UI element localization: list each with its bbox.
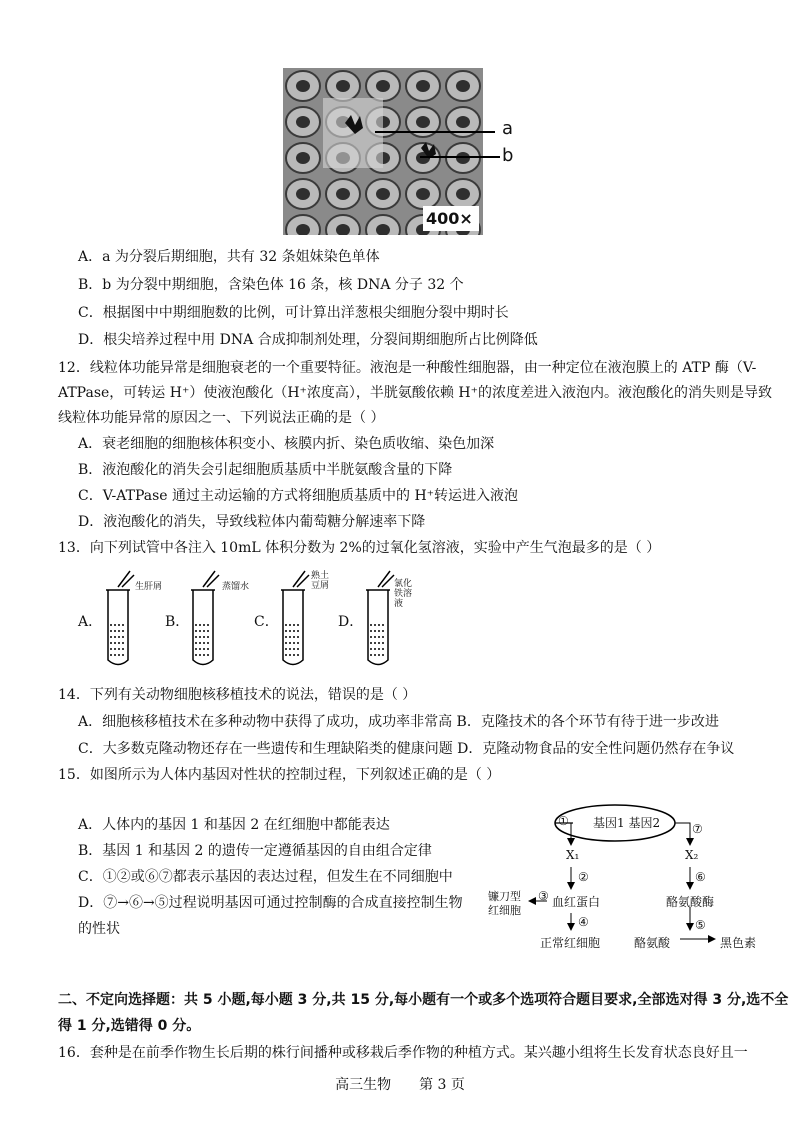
tube-d-label: 氯化铁溶液 <box>394 579 413 609</box>
q12-option-d: D．液泡酸化的消失，导致线粒体内葡萄糖分解速率下降 <box>78 514 426 530</box>
tube-b-label: 蒸馏水 <box>222 582 250 592</box>
q15-stem: 15．如图所示为人体内基因对性状的控制过程，下列叙述正确的是（ ） <box>58 767 501 783</box>
tube-a-letter: A． <box>78 614 103 630</box>
diagram-melanin: 黑色素 <box>720 936 757 950</box>
tube-a-label: 生肝屑 <box>135 582 163 592</box>
q11-option-b: B．b 为分裂中期细胞，含染色体 16 条，核 DNA 分子 32 个 <box>78 277 464 293</box>
q14-stem: 14．下列有关动物细胞核移植技术的说法，错误的是（ ） <box>58 687 417 703</box>
diagram-n2: ② <box>578 870 589 884</box>
label-line-b <box>420 156 500 158</box>
tube-c-label: 熟土豆屑 <box>311 571 330 591</box>
q12-option-c: C．V-ATPase 通过主动运输的方式将细胞质基质中的 H⁺转运进入液泡 <box>78 488 519 504</box>
tube-d-letter: D． <box>338 614 364 630</box>
diagram-tyrosine: 酪氨酸 <box>634 936 671 950</box>
label-b: b <box>502 145 514 166</box>
q15-option-a: A．人体内的基因 1 和基因 2 在红细胞中都能表达 <box>78 817 390 833</box>
tube-a <box>106 571 134 665</box>
page-footer: 高三生物 第 3 页 <box>335 1077 465 1093</box>
q12-stem-line-3: 线粒体功能异常的原因之一、下列说法正确的是（ ） <box>58 410 385 426</box>
tube-d <box>366 571 394 665</box>
q11-option-a: A．a 为分裂后期细胞，共有 32 条姐妹染色单体 <box>78 249 380 265</box>
diagram-n6: ⑥ <box>695 870 706 884</box>
diagram-normal-rbc: 正常红细胞 <box>540 936 601 950</box>
q15-option-b: B．基因 1 和基因 2 的遗传一定遵循基因的自由组合定律 <box>78 843 432 859</box>
q12-stem-line-2: ATPase，可转运 H⁺）使液泡酸化（H⁺浓度高），半胱氨酸依赖 H⁺的浓度差进入液泡内。液泡酸化的消失则是导致 <box>58 385 772 401</box>
q11-option-c: C．根据图中中期细胞数的比例，可计算出洋葱根尖细胞分裂中期时长 <box>78 305 509 321</box>
diagram-tyrosinase: 酪氨酸酶 <box>666 895 715 909</box>
q14-options-line-1: A．细胞核移植技术在多种动物中获得了成功，成功率非常高 B．克隆技术的各个环节有待于进一步改进 <box>78 714 719 730</box>
q15-option-d-cont: 的性状 <box>78 921 120 937</box>
q14-options-line-2: C．大多数克隆动物还存在一些遗传和生理缺陷类的健康问题 D．克隆动物食品的安全性问题仍然存在争议 <box>78 741 735 757</box>
section2-heading-line-2: 得 1 分,选错得 0 分。 <box>58 1018 201 1034</box>
q11-option-d: D．根尖培养过程中用 DNA 合成抑制剂处理，分裂间期细胞所占比例降低 <box>78 332 538 348</box>
tube-c <box>281 571 309 665</box>
diagram-x1: X₁ <box>566 848 580 862</box>
diagram-n7: ⑦ <box>692 822 703 836</box>
tube-b <box>191 571 219 665</box>
q15-option-d: D．⑦→⑥→⑤过程说明基因可通过控制酶的合成直接控制生物 <box>78 895 463 911</box>
diagram-n1: ① <box>558 814 569 828</box>
tube-c-letter: C． <box>254 614 279 630</box>
q15-option-c: C．①②或⑥⑦都表示基因的表达过程，但发生在不同细胞中 <box>78 869 453 885</box>
q12-option-a: A．衰老细胞的细胞核体积变小、核膜内折、染色质收缩、染色加深 <box>78 436 495 452</box>
diagram-sickle-1: 镰刀型 <box>488 890 521 903</box>
q12-stem-line-1: 12．线粒体功能异常是细胞衰老的一个重要特征。液泡是一种酸性细胞器，由一种定位在液泡膜上的 ATP 酶（V- <box>58 360 757 376</box>
tube-b-letter: B． <box>165 614 190 630</box>
diagram-n5: ⑤ <box>695 918 706 932</box>
diagram-genes: 基因1 基因2 <box>593 816 661 830</box>
label-line-a <box>375 131 495 133</box>
q16-stem-line-1: 16．套种是在前季作物生长后期的株行间播种或移栽后季作物的种植方式。某兴趣小组将生长发育状态良好且一 <box>58 1045 748 1061</box>
diagram-hemoglobin: 血红蛋白 <box>552 895 601 909</box>
diagram-x2: X₂ <box>685 848 699 862</box>
section2-heading-line-1: 二、不定向选择题：共 5 小题,每小题 3 分,共 15 分,每小题有一个或多个选项符合题目要求,全部选对得 3 分,选不全 <box>58 992 789 1008</box>
q12-option-b: B．液泡酸化的消失会引起细胞质基质中半胱氨酸含量的下降 <box>78 462 453 478</box>
label-a: a <box>502 118 514 139</box>
diagram-sickle-2: 红细胞 <box>488 904 521 917</box>
magnification-label: 400× <box>426 209 473 228</box>
diagram-n3: ③ <box>538 889 549 903</box>
q13-stem: 13．向下列试管中各注入 10mL 体积分数为 2%的过氧化氢溶液，实验中产生气泡最多的是（ ） <box>58 540 661 556</box>
diagram-n4: ④ <box>578 915 589 929</box>
